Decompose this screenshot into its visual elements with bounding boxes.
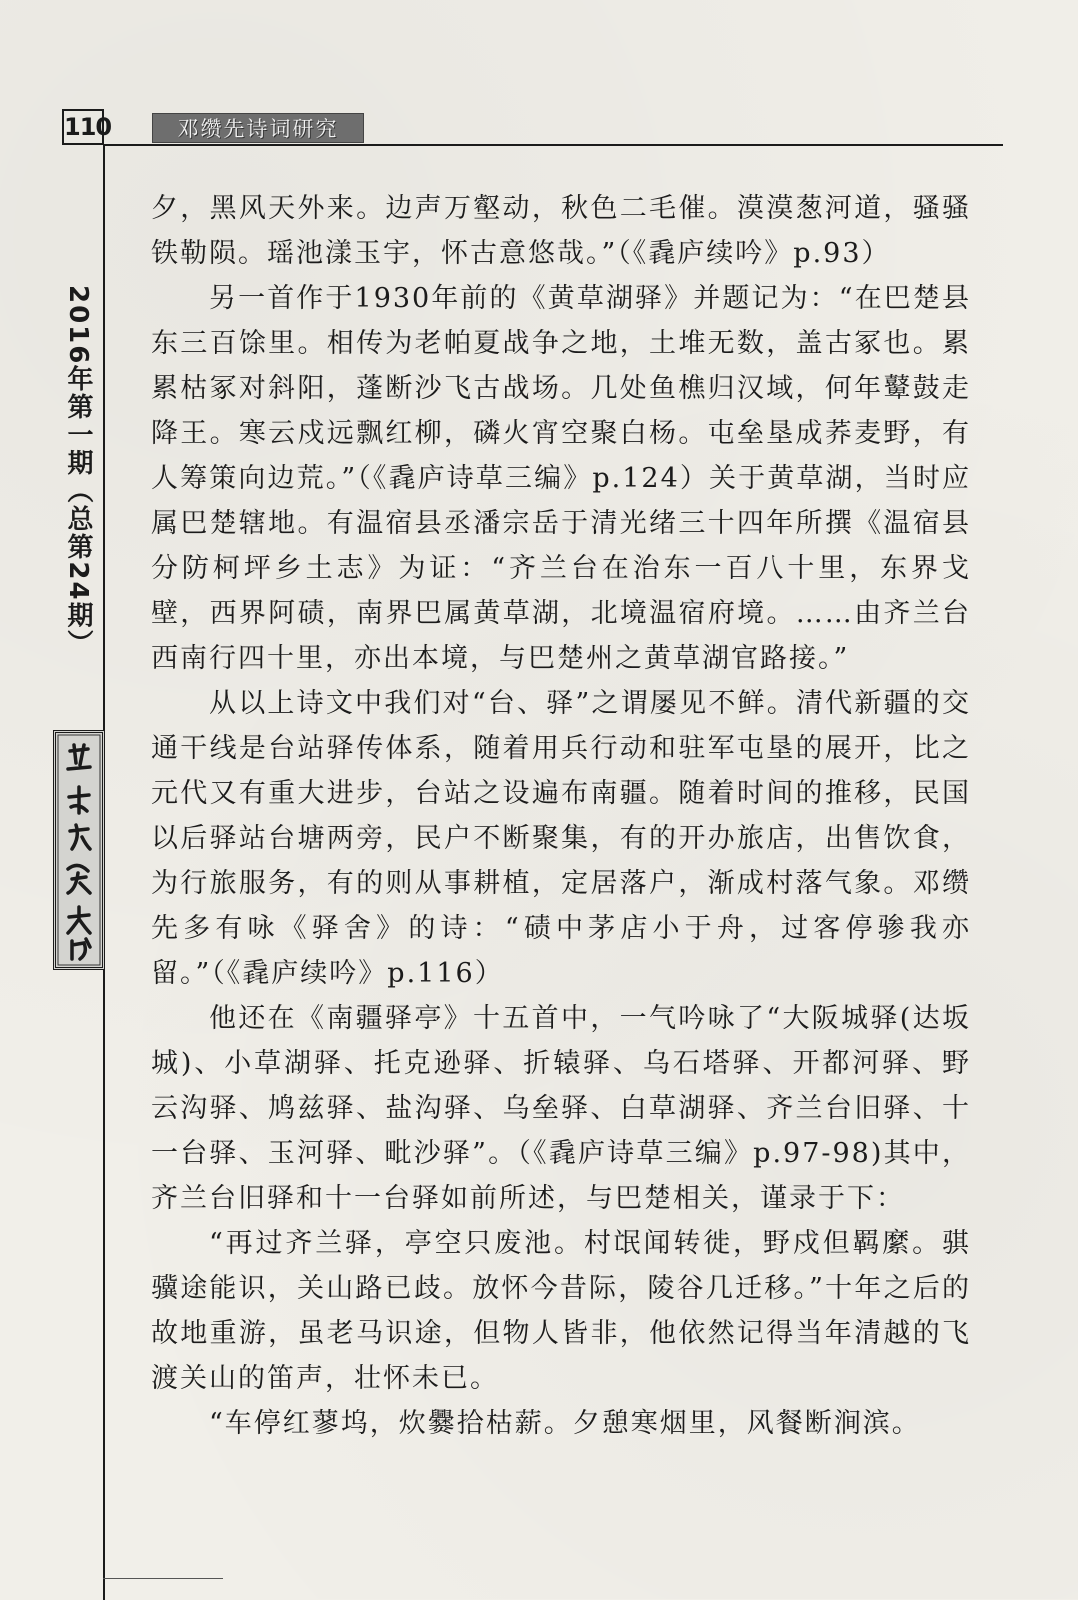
paragraph: 他还在《南疆驿亭》十五首中，一气吟咏了“大阪城驿(达坂城)、小草湖驿、托克逊驿、折辕驿、乌石塔驿、开都河驿、野云沟驿、鸠兹驿、盐沟驿、乌垒驿、白草湖驿、齐兰台旧驿、十一台驿、玉河驿、毗沙驿”。（《毳庐诗草三编》p.97-98)其中，齐兰台旧驿和十一台驿如前所述，与巴楚相关，谨录于下： — [151, 1003, 971, 1214]
paragraph: “车停红蓼坞，炊爨拾枯薪。夕憩寒烟里，风餐断涧滨。 — [209, 1408, 921, 1439]
paragraph: 夕，黑风天外来。边声万壑动，秋色二毛催。漠漠葱河道，骚骚铁勒陨。瑶池漾玉宇，怀古意悠哉。”（《毳庐续吟》p.93） — [151, 193, 971, 269]
page-number: 110 — [62, 109, 104, 145]
issue-label: 2016年第一期（总第24期） — [63, 285, 93, 658]
running-title: 邓缵先诗词研究 — [152, 113, 364, 143]
paragraph: 另一首作于1930年前的《黄草湖驿》并题记为：“在巴楚县东三百馀里。相传为老帕夏战争之地，土堆无数，盖古冢也。累累枯冢对斜阳，蓬断沙飞古战场。几处鱼樵归汉域，何年鼙鼓走降王。寒云戍远飘红柳，磷火宵空聚白杨。屯垒垦成荞麦野，有人筹策向边荒。”（《毳庐诗草三编》p.124）关于黄草湖，当时应属巴楚辖地。有温宿县丞潘宗岳于清光绪三十四年所撰《温宿县分防柯坪乡土志》为证：“齐兰台在治东一百八十里，东界戈壁，西界阿碛，南界巴属黄草湖，北境温宿府境。……由齐兰台西南行四十里，亦出本境，与巴楚州之黄草湖官路接。” — [151, 283, 971, 674]
header-rule — [103, 144, 1003, 146]
calligraphy-seal — [53, 730, 105, 970]
article-body — [151, 186, 971, 1446]
footer-rule — [103, 1578, 223, 1579]
paragraph: “再过齐兰驿，亭空只废池。村氓闻转徙，野戍但羁縻。骐骥途能识，关山路已歧。放怀今昔际，陵谷几迁移。”十年之后的故地重游，虽老马识途，但物人皆非，他依然记得当年清越的飞渡关山的笛声，壮怀未已。 — [151, 1228, 971, 1394]
paragraph: 从以上诗文中我们对“台、驿”之谓屡见不鲜。清代新疆的交通干线是台站驿传体系，随着用兵行动和驻军屯垦的展开，比之元代又有重大进步，台站之设遍布南疆。随着时间的推移，民国以后驿站台塘两旁，民户不断聚集，有的开办旅店，出售饮食，为行旅服务，有的则从事耕植，定居落户，渐成村落气象。邓缵先多有咏《驿舍》的诗：“碛中茅店小于舟，过客停骖我亦留。”（《毳庐续吟》p.116） — [151, 688, 971, 989]
calligraphy-seal-icon — [56, 733, 102, 967]
